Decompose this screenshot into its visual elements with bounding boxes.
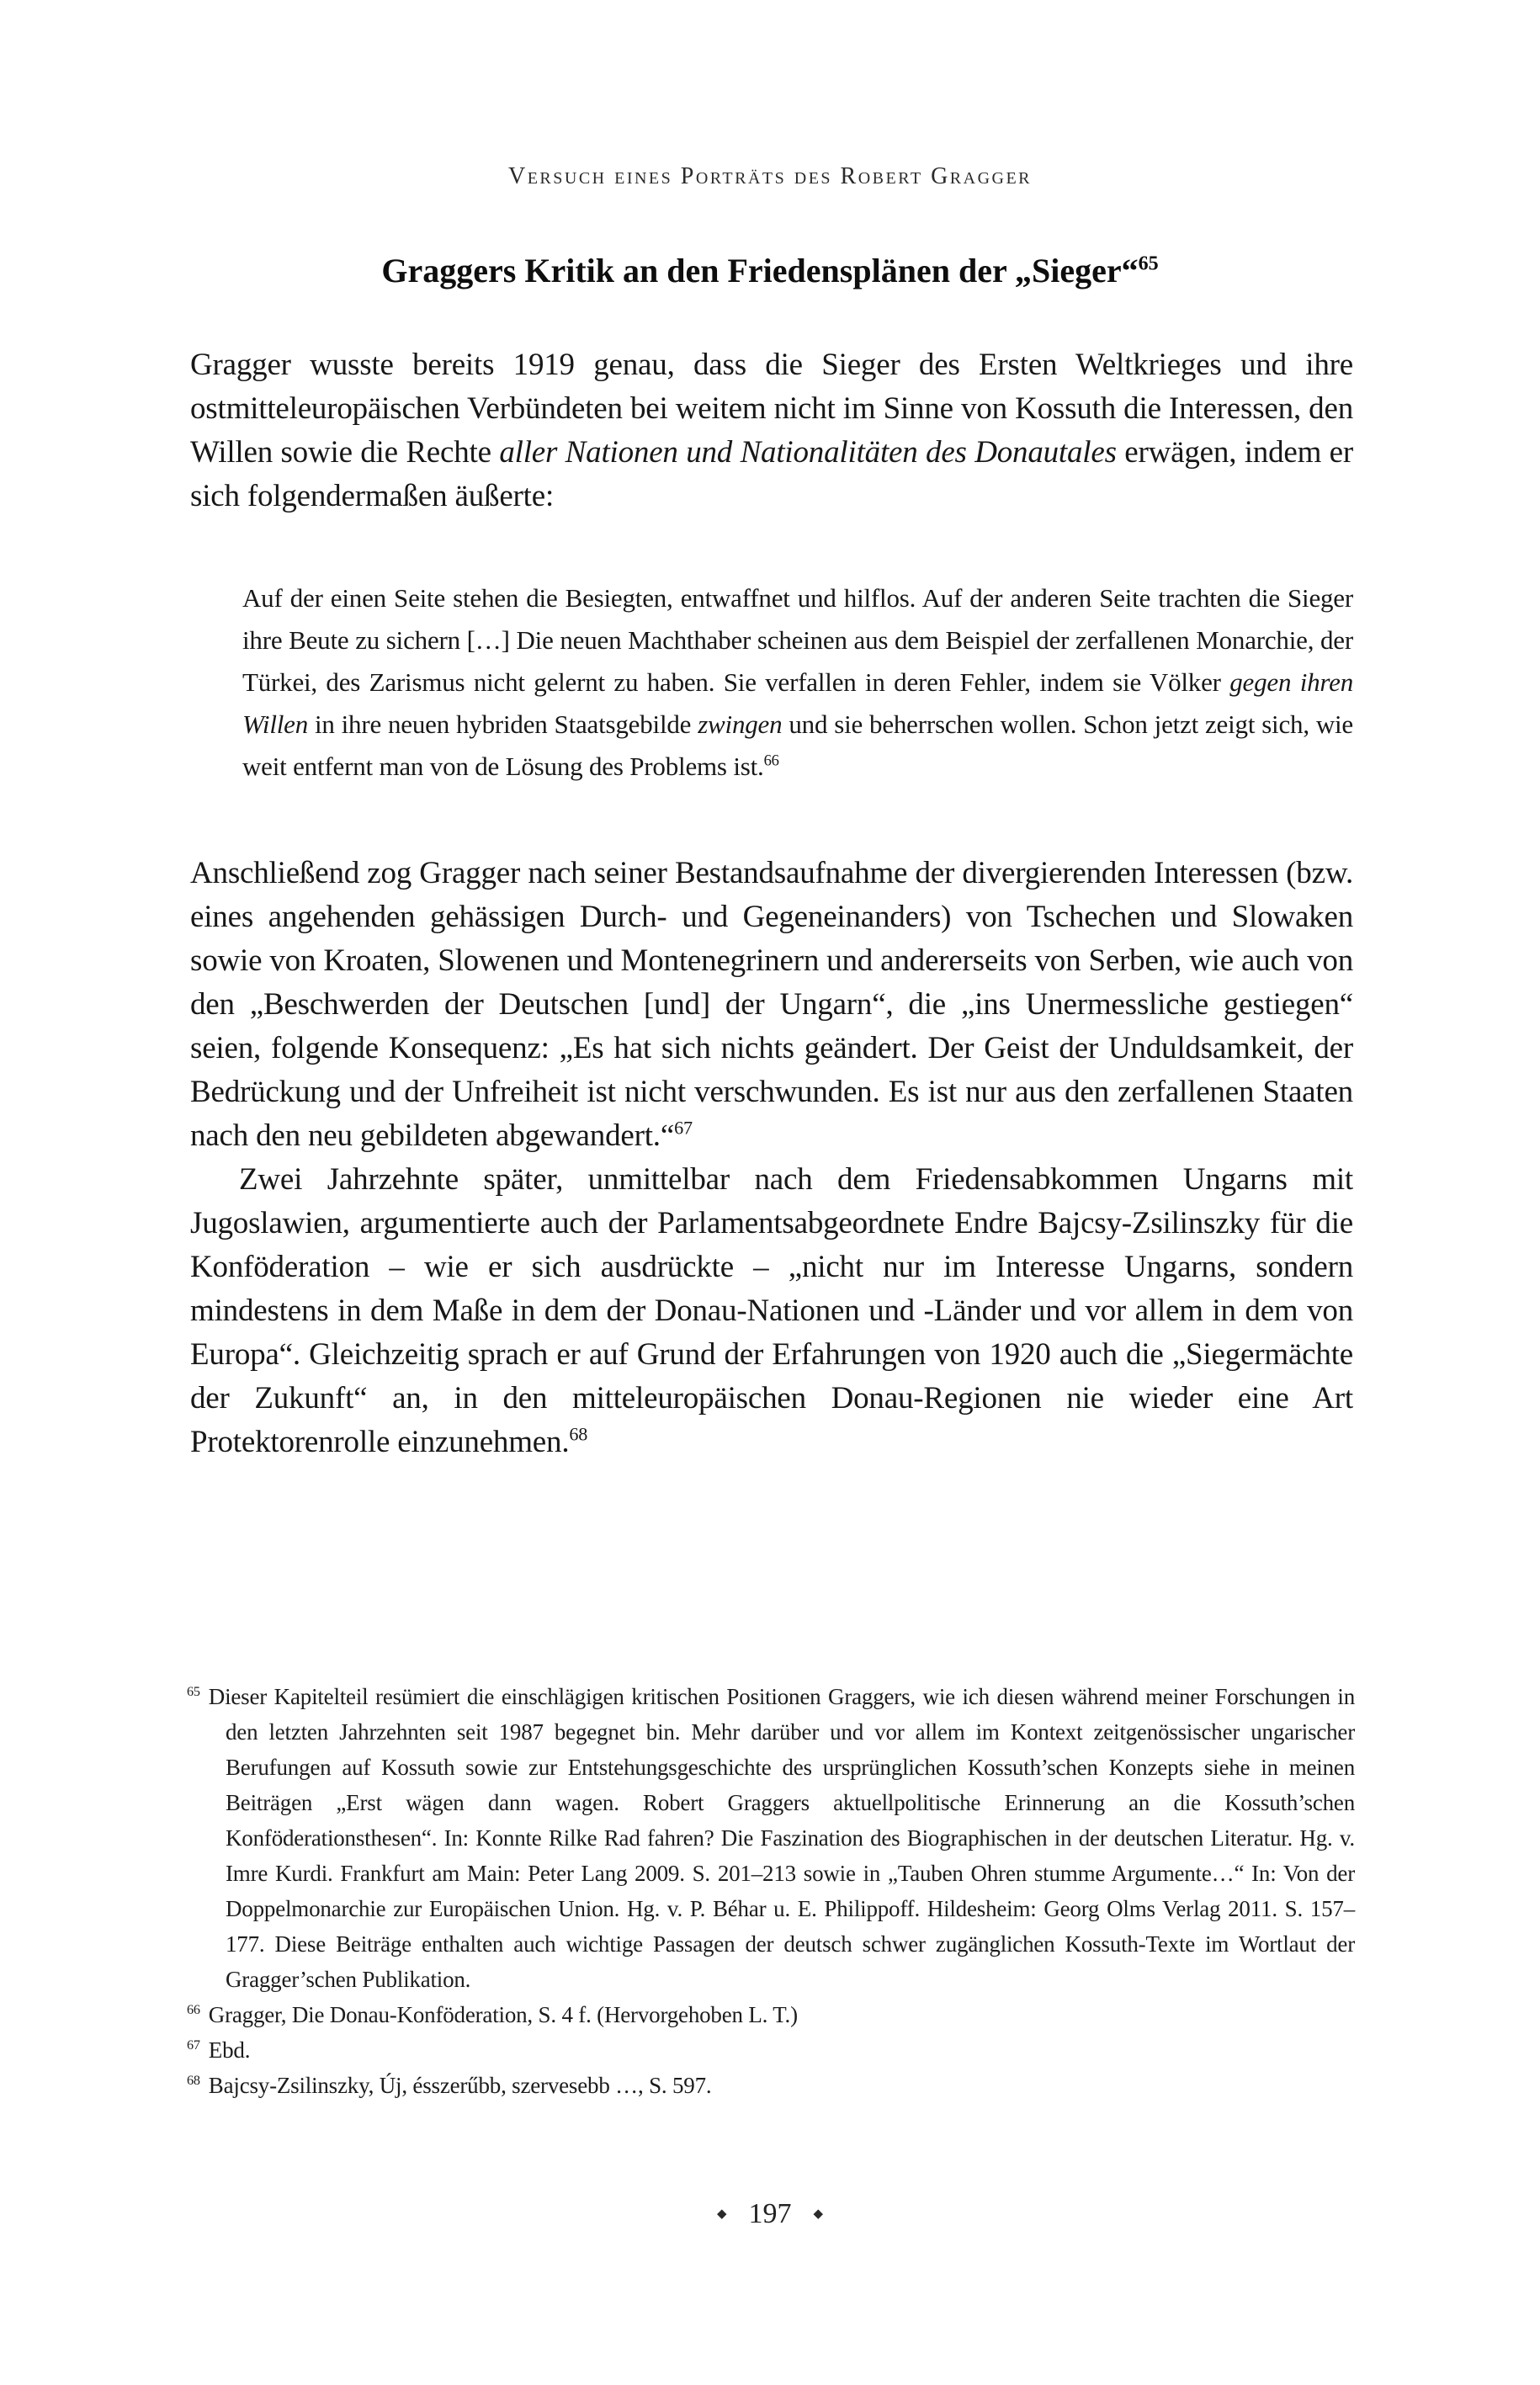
footnote-66 (187, 1997, 1355, 2032)
body-text-column (190, 343, 1353, 1464)
section-heading-text: Graggers Kritik an den Friedensplänen der „Sieger“ (381, 252, 1139, 289)
running-header: Versuch eines Porträts des Robert Gragger (507, 163, 1033, 189)
footnote-number: 68 (187, 2073, 200, 2088)
page-number (0, 2198, 1540, 2230)
page-number-value: 197 (748, 2198, 792, 2229)
footnotes-section (187, 1679, 1355, 2103)
paragraph-2: Anschließend zog Gragger nach seiner Bestandsaufnahme der divergierenden Interessen (bzw. eines angehenden gehässigen Durch- und Gegeneinanders) von Tschechen und Slowaken sowie von Kroaten, Slowenen und Montenegrinern und andererseits von Serben, wie auch von den „Beschwerden der Deutschen [und] der Ungarn“, die „ins Unermessliche gestiegen“ seien, folgende Konsequenz: „Es hat sich nichts geändert. Der Geist der Unduldsamkeit, der Bedrückung und der Unfreiheit ist nicht verschwunden. Es ist nur aus den zerfallenen Staaten nach den neu gebildeten abgewandert.“$^{67}$ (190, 856, 1353, 1153)
blockquote: Auf der einen Seite stehen die Besiegten, entwaffnet und hilflos. Auf der anderen Seite trachten die Sieger ihre Beute zu sichern […] Die neuen Machthaber scheinen aus dem Beispiel der zerfallenen Monarchie, der Türkei, des Zarismus nicht gelernt zu haben. Sie verfallen in deren Fehler, indem sie Völker gegen ihren Willen in ihre neuen hybriden Staatsgebilde zwingen und sie beherrschen wollen. Schon jetzt zeigt sich, wie weit entfernt man von de Lösung des Problems ist.$^{66}$ (242, 583, 1354, 781)
footnote-65 (187, 1679, 1355, 1997)
footnote-text: Gragger, Die Donau-Konföderation, S. 4 f. (Hervorgehoben L. T.) (208, 2002, 798, 2027)
footnote-text: Bajcsy-Zsilinszky, Új, ésszerűbb, szervesebb …, S. 597. (208, 2073, 712, 2098)
paragraph-1: Gragger wusste bereits 1919 genau, dass die Sieger des Ersten Weltkrieges und ihre ostmitteleuropäischen Verbündeten bei weitem nicht im Sinne von Kossuth die Interessen, den Willen sowie die Rechte aller Nationen und Nationalitäten des Donautales erwägen, indem er sich folgendermaßen äußerte: (190, 348, 1353, 513)
diamond-ornament-right-icon: ◆ (813, 2206, 824, 2221)
footnote-text: Ebd. (208, 2037, 251, 2063)
diamond-ornament-left-icon: ◆ (716, 2206, 727, 2221)
paragraph-3: Zwei Jahrzehnte später, unmittelbar nach dem Friedensabkommen Ungarns mit Jugoslawien, argumentierte auch der Parlamentsabgeordnete Endre Bajcsy-Zsilinszky für die Konföderation – wie er sich ausdrückte – „nicht nur im Interesse Ungarns, sondern mindestens in dem Maße in dem der Donau-Nationen und -Länder und vor allem in dem von Europa“. Gleichzeitig sprach er auf Grund der Erfahrungen von 1920 auch die „Siegermächte der Zukunft“ an, in den mitteleuropäischen Donau-Regionen nie wieder eine Art Protektorenrolle einzunehmen.$^{68}$ (190, 1162, 1353, 1459)
footnote-text: Dieser Kapitelteil resümiert die einschlägigen kritischen Positionen Graggers, wie ich diesen während meiner Forschungen in den letzten Jahrzehnten seit 1987 begegnet bin. Mehr darüber und vor allem im Kontext zeitgenössischer ungarischer Berufungen auf Kossuth sowie zur Entstehungsgeschichte des ursprünglichen Kossuth’schen Konzepts siehe in meinen Beiträgen „Erst wägen dann wagen. Robert Graggers aktuellpolitische Erinnerung an die Kossuth’schen Konföderationsthesen“. In: Konnte Rilke Rad fahren? Die Faszination des Biographischen in der deutschen Literatur. Hg. v. Imre Kurdi. Frankfurt am Main: Peter Lang 2009. S. 201–213 sowie in „Tauben Ohren stumme Argumente…“ In: Von der Doppelmonarchie zur Europäischen Union. Hg. v. P. Béhar u. E. Philippoff. Hildesheim: Georg Olms Verlag 2011. S. 157–177. Diese Beiträge enthalten auch wichtige Passagen der deutsch schwer zugänglichen Kossuth-Texte im Wortlaut der Gragger’schen Publikation. (208, 1684, 1355, 1992)
heading-footnote-ref: 65 (1138, 252, 1159, 275)
footnote-number: 66 (187, 2002, 200, 2017)
footnote-number: 67 (187, 2037, 200, 2053)
footnote-number: 65 (187, 1684, 200, 1699)
footnote-67 (187, 2032, 1355, 2068)
section-heading (0, 251, 1540, 290)
footnote-68 (187, 2068, 1355, 2103)
